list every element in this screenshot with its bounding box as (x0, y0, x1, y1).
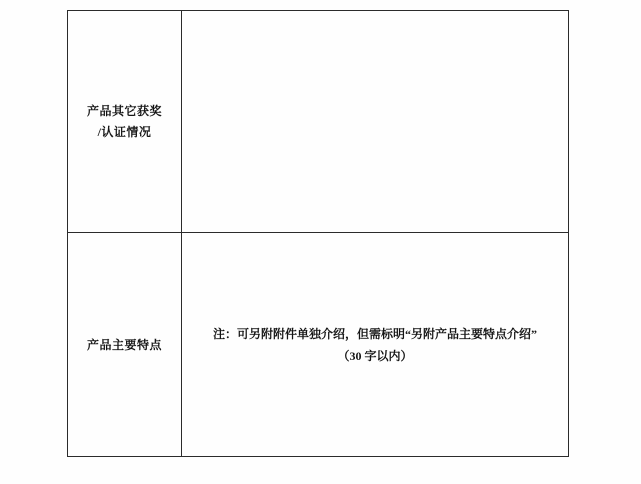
row-content-features[interactable] (182, 233, 569, 457)
table-row (68, 11, 569, 233)
row-label-features-line-1: 产品主要特点 (86, 337, 162, 352)
row-label-awards (68, 11, 182, 233)
table-row (68, 233, 569, 457)
features-note (182, 323, 568, 367)
row-label-awards-line-2: /认证情况 (97, 124, 152, 139)
row-label-awards-line-1: 产品其它获奖 (86, 104, 162, 119)
row-content-awards[interactable] (182, 11, 569, 233)
awards-input-area[interactable] (182, 11, 568, 232)
product-info-table (67, 10, 569, 457)
features-note-sub: （30 字以内） (337, 348, 413, 363)
row-label-features (68, 233, 182, 457)
features-note-main: 注：可另附附件单独介绍，但需标明“另附产品主要特点介绍” (212, 326, 537, 341)
